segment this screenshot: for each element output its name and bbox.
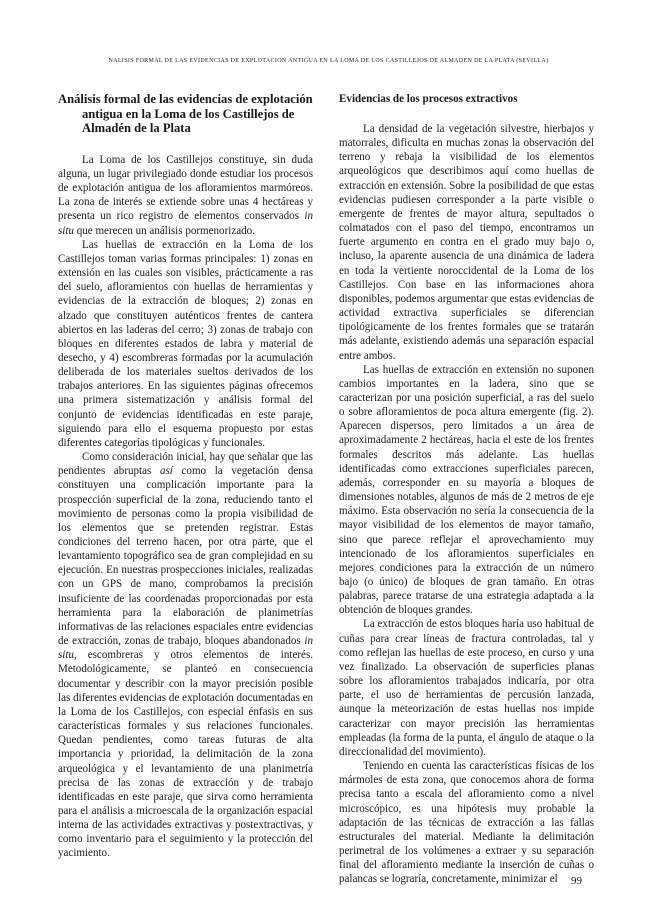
paragraph: La extracción de estos bloques haría uso habitual de cuñas para crear líneas de fractura controladas, tal y como reflejan las huellas de este proceso, en curso y una vez finalizado. La observación de superficies planas sobre los afloramientos trabajados indicaría, por otra parte, el uso de herramientas de percusión lanzada, aunque la meteorización de estas huellas nos impide caracterizar con mayor precisión las herramientas empleadas (la forma de la punta, el ángulo de ataque o la direccionalidad del movimiento). — [339, 618, 594, 758]
running-header: NÁLISIS FORMAL DE LAS EVIDENCIAS DE EXPLOTACIÓN ANTIGUA EN LA LOMA DE LOS CASTILLEJOS DE ALMADÉN DE LA PLATA (SEVILLA) — [108, 58, 549, 64]
italic-term: así — [159, 465, 173, 478]
italic-term: in situ — [58, 635, 313, 662]
paragraph: Las huellas de extracción en la Loma de los Castillejos toman varias formas principales: 1) zonas en extensión en las cuales son visibles, prácticamente a ras del suelo, afloramientos con huellas de herramientas y evidencias de la extracción de bloques; 2) zonas en alzado que constituyen auténticos frentes de cantera abiertos en las laderas del cerro; 3) zonas de trabajo con bloques en diferentes estados de labra y material de desecho, y 4) escombreras formadas por la acumulación deliberada de los materiales sueltos derivados de los trabajos anteriores. En las siguientes páginas ofrecemos una primera sistematización y análisis formal del conjunto de evidencias identificadas en este paraje, siguiendo para ello el esquema propuesto por estas diferentes categorías tipológicas y funcionales. — [58, 238, 313, 449]
paragraph: La Loma de los Castillejos constituye, sin duda alguna, un lugar privilegiado donde estudiar los procesos de explotación antigua de los afloramientos marmóreos. La zona de interés se extiende sobre unas 4 hectáreas y presenta un rico registro de elementos conservados in situ que merecen un análisis pormenorizado. — [58, 153, 313, 237]
subsection-title: Evidencias de los procesos extractivos — [339, 93, 518, 105]
left-column — [58, 92, 313, 861]
right-column — [339, 92, 594, 886]
italic-term: in situ — [58, 210, 313, 237]
paragraph: Teniendo en cuenta las características físicas de los mármoles de esta zona, que conocemos ahora de forma precisa tanto a escala del afloramiento como a nivel microscópico, es una hipótesis muy probable la adaptación de las técnicas de extracción a las fallas estructurales del material. Mediante la delimitación perimetral de los volúmenes a extraer y su separación final del afloramiento mediante la inserción de cuñas o palancas se lograría, concretamente, minimizar el — [339, 760, 594, 886]
section-title: Análisis formal de las evidencias de explotación antigua en la Loma de los Castillejos de Almadén de la Plata — [58, 92, 313, 136]
page-number: 99 — [571, 875, 582, 887]
paragraph: Como consideración inicial, hay que señalar que las pendientes abruptas así como la vegetación densa constituyen una complicación importante para la prospección superficial de la zona, reduciendo tanto el movimiento de personas como la propia visibilidad de los elementos que se pretenden registrar. Estas condiciones del terreno hacen, por otra parte, que el levantamiento topográfico sea de gran complejidad en su ejecución. En nuestras prospecciones iniciales, realizadas con un GPS de mano, comprobamos la precisión insuficiente de las coordenadas proporcionadas por esta herramienta para la elaboración de planimetrías informativas de las relaciones espaciales entre evidencias de extracción, zonas de trabajo, bloques abandonados in situ, escombreras y otros elementos de interés. Metodológicamente, se planteó en consecuencia documentar y describir con la mayor precisión posible las diferentes evidencias de explotación documentadas en la Loma de los Castillejos, con especial énfasis en sus características formales y sus relaciones funcionales. Quedan pendientes, como tareas futuras de alta importancia y prioridad, la delimitación de la zona arqueológica y el levantamiento de una planimetría precisa de las zonas de extracción y de trabajo identificadas en este paraje, que sirva como herramienta para el análisis a microescala de la organización espacial interna de las actividades extractivas y postextractivas, y como inventario para el seguimiento y la protección del yacimiento. — [58, 451, 313, 860]
paragraph: La densidad de la vegetación silvestre, hierbajos y matorrales, dificulta en muchas zonas la observación del terreno y rebaja la visibilidad de los elementos arqueológicos que describimos aquí como huellas de extracción en extensión. Sobre la posibilidad de que estas evidencias pudiesen corresponder a la parte visible o emergente de frentes de mayor altura, sepultados o colmatados con el paso del tiempo, encontramos un fuerte argumento en contra en el grado muy bajo o, incluso, la aparente ausencia de una dinámica de ladera en toda la vertiente noroccidental de la Loma de los Castillejos. Con base en las informaciones ahora disponibles, podemos argumentar que estas evidencias de actividad extractiva superficiales se diferencian tipológicamente de los frentes formales que se tratarán más adelante, existiendo además una separación espacial entre ambos. — [339, 123, 594, 362]
paragraph: Las huellas de extracción en extensión no suponen cambios importantes en la ladera, sino que se caracterizan por una posición superficial, a ras del suelo o sobre afloramientos de poca altura emergente (fig. 2). Aparecen dispersos, pero limitados a un área de aproximadamente 2 hectáreas, hacia el este de los frentes formales descritos más adelante. Las huellas identificadas como extracciones superficiales parecen, además, corresponder en su mayoría a bloques de dimensiones notables, algunos de más de 2 metros de eje máximo. Esta observación no sería la consecuencia de la mayor visibilidad de los elementos de mayor tamaño, sino que parece reflejar el aprovechamiento muy intencionado de los afloramientos superficiales en mejores condiciones para la extracción de un número bajo (o único) de bloques de gran tamaño. En otras palabras, parece tratarse de una estrategia adaptada a la obtención de bloques grandes. — [339, 363, 594, 617]
